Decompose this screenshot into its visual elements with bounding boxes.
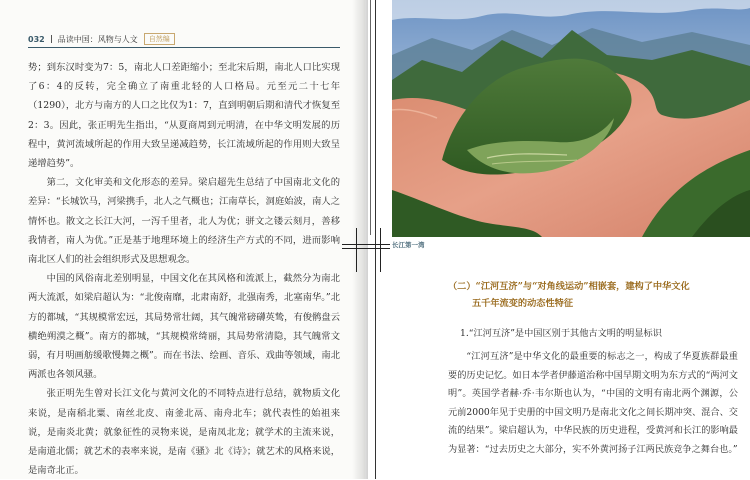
section-heading-line1: （二）“江河互济”与“对角线运动”相嵌套，建构了中华文化 — [448, 281, 690, 292]
running-header — [28, 33, 175, 45]
page-number: 032 — [28, 34, 45, 44]
book-gutter — [352, 0, 368, 479]
crop-mark — [370, 0, 371, 235]
paragraph: “江河互济”是中华文化的最重要的标志之一，构成了华夏族群最重要的历史记忆。如日本学者伊藤道治称中国早期文明为东方式的“两河文明”。英国学者赫·乔·韦尔斯也认为，“中国的文明有南北两个渊源，公元前2000年见于史册的中国文明乃是南北文化之间长期冲突、混合、交流的结果”。梁启超认为，中华民族的历史进程，受黄河和长江的影响最为显著：“过去历史之大部分，实不外黄河扬子江两民族竞争之舞台也。” — [448, 351, 738, 455]
crop-mark — [375, 0, 376, 479]
paragraph: 势；到东汉时变为7：5，南北人口差距缩小；至北宋后期，南北人口比实现了6：4的反转，完全确立了南重北轻的人口格局。元至元二十七年（1290），北方与南方的人口之比仅为1：7，直到明朝后期和清代才恢复至2：3。因此，张正明先生指出，“从夏商周到元明清，在中华文明发展的历程中，黄河流域所起的作用大致呈递减趋势，长江流域所起的作用则大致呈递增趋势”。 — [28, 62, 340, 170]
paragraph: 张正明先生曾对长江文化与黄河文化的不同特点进行总结，就物质文化来说，是南稻北粟、南丝北皮、南釜北鬲、南舟北车；就代表性的始祖来说，是南炎北黄；就象征性的灵物来说，是南凤北龙；就学术的主流来说，是南道北儒；就艺术的表率来说，是南《骚》北《诗》；就艺术的风格来说，是南奇北正。 — [28, 388, 340, 477]
crop-mark — [342, 244, 390, 245]
paragraph: 第二，文化审美和文化形态的差异。梁启超先生总结了中国南北文化的差异：“长城饮马，河梁携手，北人之气概也；江南草长，洞庭始波，南人之情怀也。散文之长江大河，一泻千里者，北人为优；骈文之镂云刻月，善移我情者，南人为优。”正是基于地理环境上的经济生产方式的不同，进而影响南北区人们的社会组织形式及思想观念。 — [28, 177, 340, 266]
section-heading-line2: 五千年流变的动态性特征 — [472, 298, 574, 309]
paragraph: 中国的风俗南北差别明显，中国文化在其风格和流派上，截然分为南北两大流派，如梁启超认为：“北俊南靡，北肃南舒，北强南秀，北塞南华。”北方的都城，“其规模常宏远，其局势常壮阔，其气魄常磅礴英鸷，有俊鹘盘云横绝朔漠之概”。南方的都城，“其规模常绮丽，其局势常清隐，其气魄常文弱，有月明画舫缓歌慢舞之概”。而在书法、绘画、音乐、戏曲等领域，南北两派也各领风骚。 — [28, 273, 340, 381]
header-divider — [51, 35, 52, 43]
crop-mark — [342, 248, 390, 249]
book-title: 品读中国：风物与人文 — [57, 34, 138, 44]
left-body-text — [28, 58, 340, 480]
crop-mark — [356, 228, 357, 272]
landscape-illustration — [392, 0, 750, 237]
section-heading — [448, 278, 738, 312]
crop-mark — [380, 228, 381, 272]
yangtze-first-bend-photo — [392, 0, 750, 237]
header-rule — [28, 47, 340, 48]
section-tag: 自然编 — [144, 33, 175, 45]
photo-caption: 长江第一湾 — [392, 241, 425, 249]
right-body-text — [448, 348, 738, 460]
sub-heading: 1.“江河互济”是中国区别于其他古文明的明显标识 — [460, 328, 662, 339]
